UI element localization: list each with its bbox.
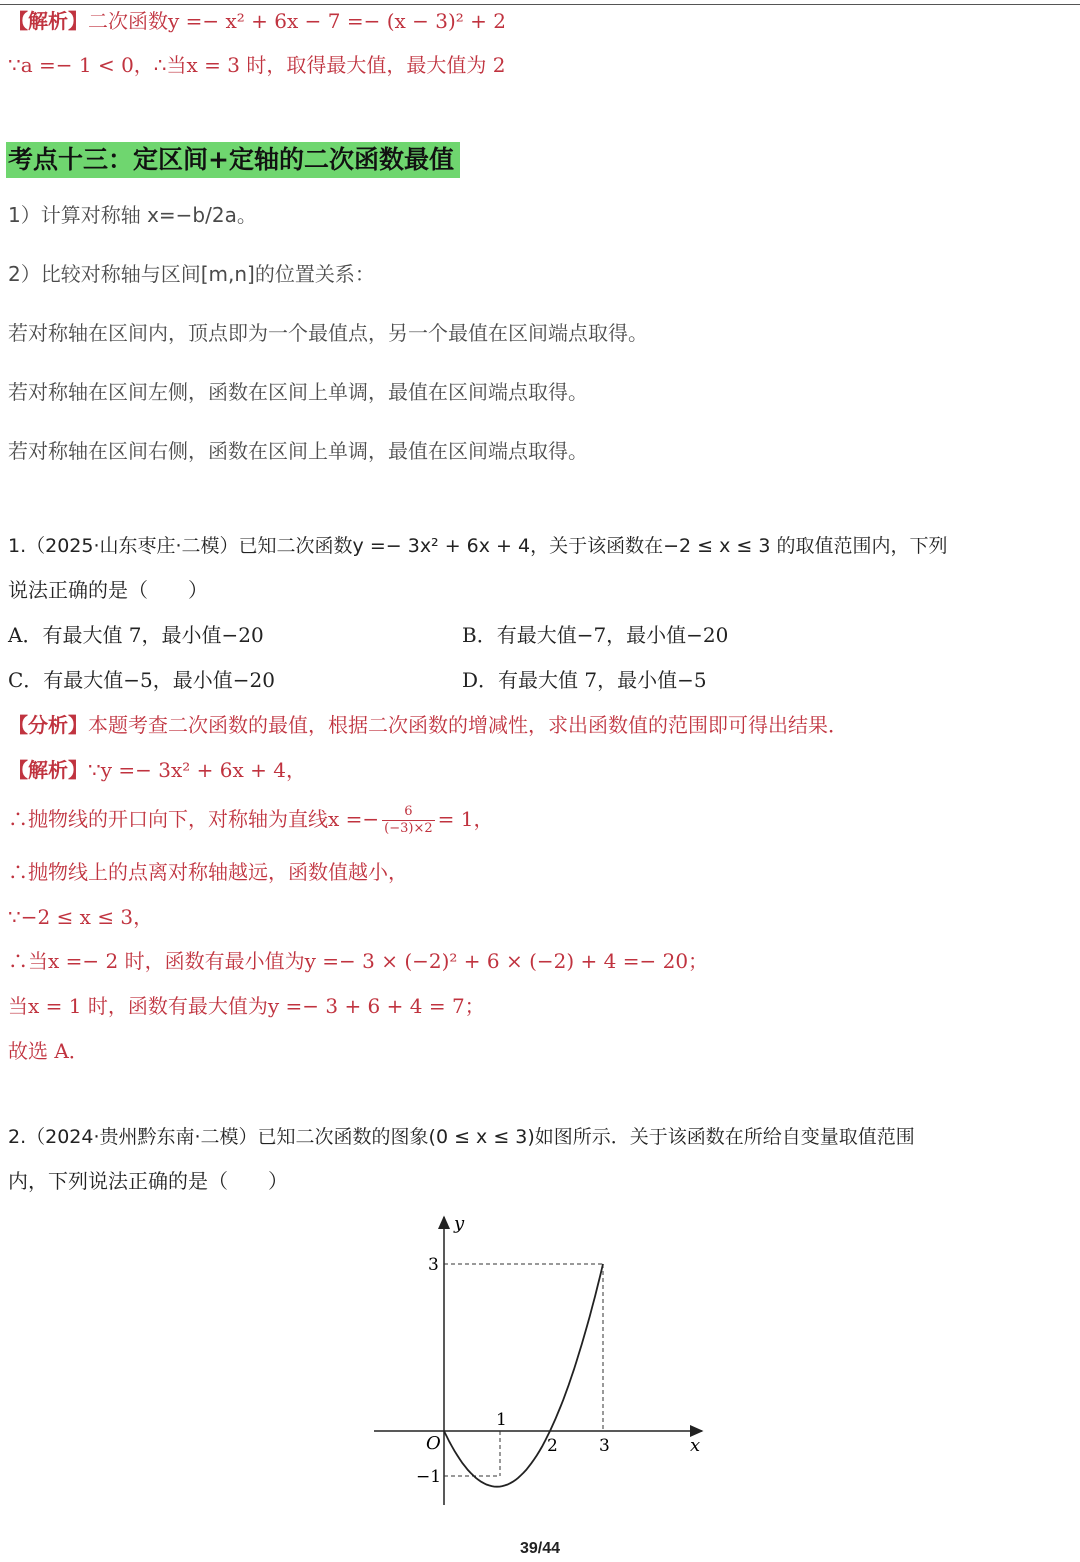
y-tick-3: 3 [428,1255,439,1275]
q1-solution-line-2 [8,804,493,837]
top-rule [0,4,1080,5]
q1-option-b: B．有最大值−7，最小值−20 [462,623,729,647]
page-number: 39/44 [519,1540,561,1557]
axis-text: ∴抛物线的开口向下，对称轴为直线x =− [8,807,380,831]
analysis-tag: 【分析】 [8,713,88,737]
axis-result: = 1， [437,807,494,831]
x-tick-2: 2 [547,1436,558,1456]
case-left: 若对称轴在区间左侧，函数在区间上单调，最值在区间端点取得。 [8,380,588,404]
prev-solution-text: 二次函数y =− x² + 6x − 7 =− (x − 3)² + 2 [88,9,507,33]
fraction [382,804,434,837]
q1-option-d: D．有最大值 7，最小值−5 [462,668,707,692]
q1-stem-line-1: 1.（2025·山东枣庄·二模）已知二次函数y =− 3x² + 6x + 4，关于该函数在−2 ≤ x ≤ 3 的取值范围内，下列 [8,535,948,557]
q1-solution-line-6: 当x = 1 时，函数有最大值为y =− 3 + 6 + 4 = 7； [8,994,485,1018]
q1-stem-line-2: 说法正确的是（ ） [8,578,208,602]
solution-text: ∵y =− 3x² + 6x + 4， [88,758,306,782]
x-axis-label: x [690,1435,701,1456]
q1-option-c: C．有最大值−5，最小值−20 [8,668,275,692]
q2-stem-line-2: 内，下列说法正确的是（ ） [8,1169,288,1193]
q1-solution-line-3: ∴抛物线上的点离对称轴越远，函数值越小， [8,860,408,884]
x-tick-3: 3 [599,1436,610,1456]
solution-tag: 【解析】 [8,758,88,782]
step-2: 2）比较对称轴与区间[m,n]的位置关系： [8,262,375,286]
q1-solution-line-5: ∴当x =− 2 时，函数有最小值为y =− 3 × (−2)² + 6 × (−2) + 4 =− 20； [8,949,709,973]
y-axis-label: y [454,1213,465,1234]
fraction-numerator: 6 [382,804,434,821]
analysis-text: 本题考查二次函数的最值，根据二次函数的增减性，求出函数值的范围即可得出结果． [88,713,848,737]
case-inside: 若对称轴在区间内，顶点即为一个最值点，另一个最值在区间端点取得。 [8,321,648,345]
q1-solution-line-1 [8,755,306,785]
case-right: 若对称轴在区间右侧，函数在区间上单调，最值在区间端点取得。 [8,439,588,463]
q1-solution-line-4: ∵−2 ≤ x ≤ 3， [8,905,154,929]
prev-solution-line-1 [8,6,506,36]
solution-tag: 【解析】 [8,9,88,33]
step-1: 1）计算对称轴 x=−b/2a。 [8,203,257,227]
x-tick-1: 1 [496,1410,507,1430]
q1-option-a: A．有最大值 7，最小值−20 [8,623,264,647]
fraction-denominator: (−3)×2 [384,821,433,836]
section-heading: 考点十三：定区间+定轴的二次函数最值 [6,142,460,178]
q2-stem-line-1: 2.（2024·贵州黔东南·二模）已知二次函数的图象(0 ≤ x ≤ 3)如图所示．关于该函数在所给自变量取值范围 [8,1126,915,1148]
origin-label: O [426,1433,441,1454]
y-tick-minus-1: −1 [416,1467,442,1487]
prev-solution-line-2: ∵a =− 1 < 0，∴当x = 3 时，取得最大值，最大值为 2 [8,53,506,77]
parabola-figure [360,1205,720,1510]
parabola-curve [444,1264,603,1487]
q1-solution-line-7: 故选 A． [8,1039,89,1063]
q1-analysis [8,710,848,740]
